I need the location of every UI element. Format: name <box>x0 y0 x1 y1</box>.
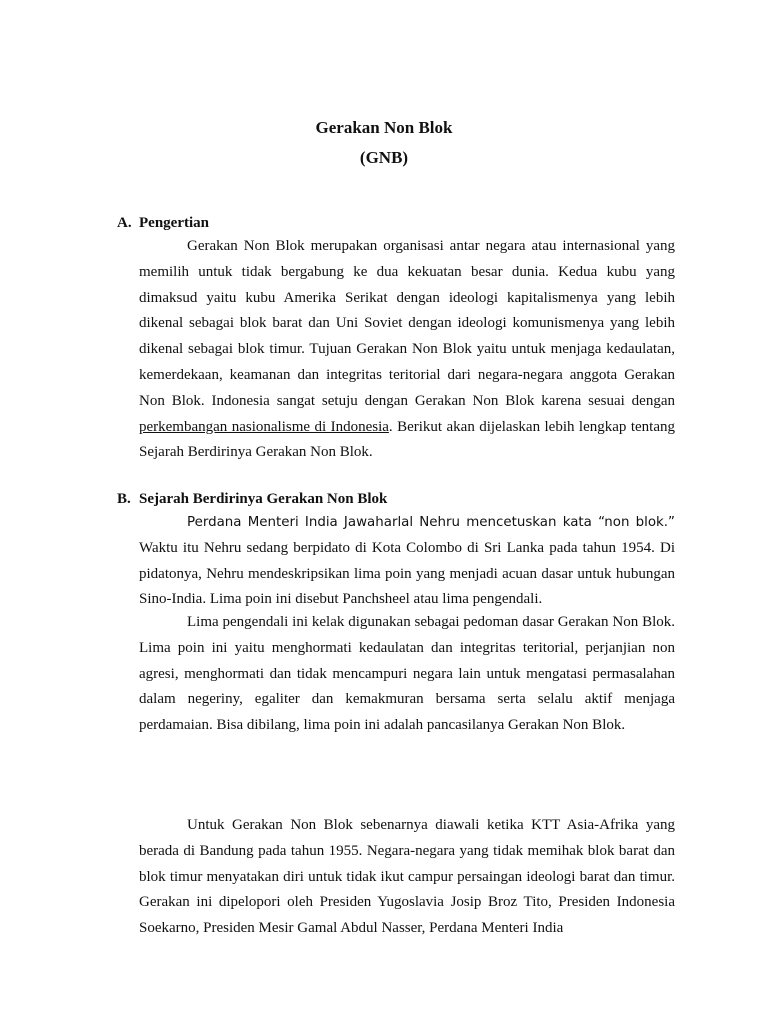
section-a-para1-text-before: Gerakan Non Blok merupakan organisasi antar negara atau internasional yang memilih untuk tidak bergabung ke dua kekuatan besar dunia. Kedua kubu yang dimaksud yaitu kubu Amerika Serikat dengan ideologi kapitalismenya yang lebih dikenal sebagai blok barat dan Uni Soviet dengan ideologi komunismenya yang lebih dikenal sebagai blok timur. Tujuan Gerakan Non Blok yaitu untuk menjaga kedaulatan, kemerdekaan, keamanan dan integritas teritorial dari negara-negara anggota Gerakan Non Blok. Indonesia sangat setuju dengan Gerakan Non Blok karena sesuai dengan <box>139 238 675 409</box>
section-a-para1-text-after: . Berikut akan dijelaskan lebih lengkap tentang Sejarah Berdirinya Gerakan Non Blok. <box>139 418 675 461</box>
section-a-paragraph-1 <box>139 234 675 466</box>
document-subtitle: (GNB) <box>359 148 409 167</box>
nasionalisme-link[interactable]: perkembangan nasionalisme di Indonesia <box>139 418 389 435</box>
section-b-letter: B. <box>117 491 131 507</box>
section-b-paragraph-2: Lima pengendali ini kelak digunakan sebagai pedoman dasar Gerakan Non Blok. Lima poin ini yaitu menghormati kedaulatan dan integritas teritorial, perjanjian non agresi, menghormati dan tidak mencampuri negara lain untuk mengatasi permasalahan dalam negeriny, egaliter dan kemakmuran bersama serta selalu aktif menjaga perdamaian. Bisa dibilang, lima poin ini adalah pancasilanya Gerakan Non Blok. <box>139 614 675 734</box>
section-a-letter: A. <box>117 215 132 231</box>
section-b-para1-serif-segment: Waktu itu Nehru sedang berpidato di Kota Colombo di Sri Lanka pada tahun 1954. Di pidatonya, Nehru mendeskripsikan lima poin yang menjadi acuan dasar untuk hubungan Sino-India. Lima poin ini disebut Panchsheel atau lima pengendali. <box>139 539 675 608</box>
section-b-para1-sans-segment: Perdana Menteri India Jawaharlal Nehru mencetuskan kata “non blok.” <box>187 515 675 530</box>
section-a-heading-text: Pengertian <box>139 215 209 231</box>
section-b-heading <box>117 490 387 508</box>
section-a-heading <box>117 214 209 232</box>
section-b-heading-text: Sejarah Berdirinya Gerakan Non Blok <box>139 491 388 507</box>
section-b-paragraph-3: Untuk Gerakan Non Blok sebenarnya diawali ketika KTT Asia-Afrika yang berada di Bandung pada tahun 1955. Negara-negara yang tidak memihak blok barat dan blok timur menyatakan diri untuk tidak ikut campur persaingan ideologi barat dan timur. Gerakan ini dipelopori oleh Presiden Yugoslavia Josip Broz Tito, Presiden Indonesia Soekarno, Presiden Mesir Gamal Abdul Nasser, Perdana Menteri India <box>139 817 675 937</box>
document-title: Gerakan Non Blok <box>315 118 453 137</box>
section-b-paragraph-1 <box>139 510 675 613</box>
